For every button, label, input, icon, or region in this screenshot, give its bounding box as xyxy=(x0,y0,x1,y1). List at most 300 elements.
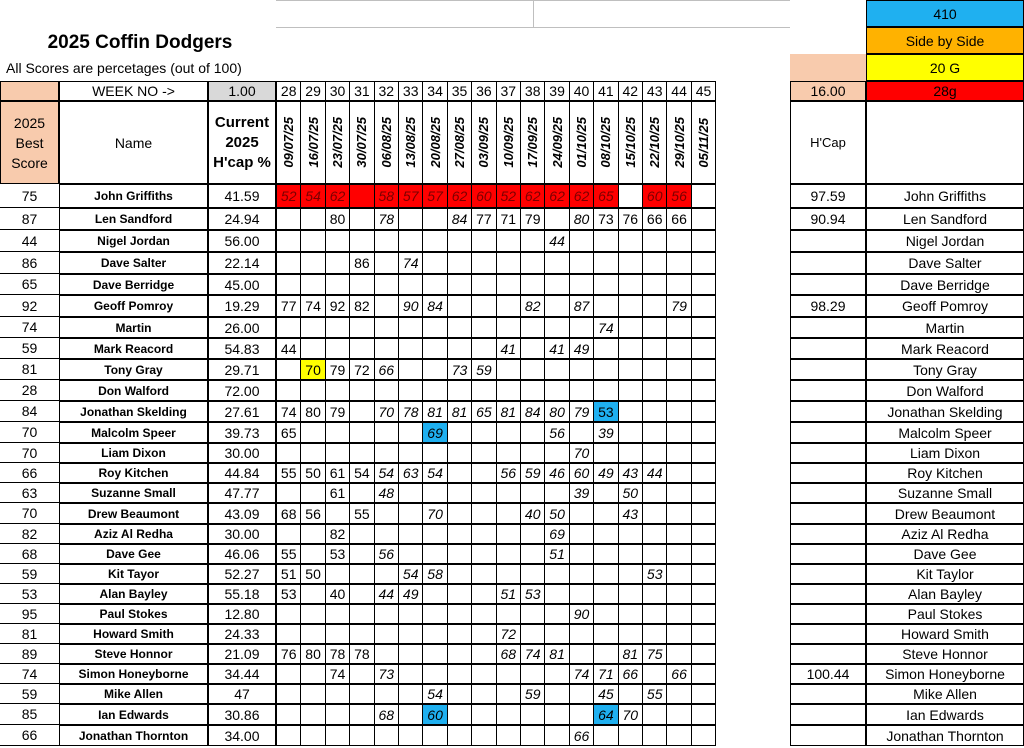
score-cell xyxy=(691,544,716,564)
score-cell: 54 xyxy=(374,463,399,483)
date-label: 24/09/25 xyxy=(549,117,565,168)
score-cell xyxy=(349,704,374,725)
best-score: 66 xyxy=(0,725,59,746)
score-cell xyxy=(691,624,716,644)
player-name-repeat: Liam Dixon xyxy=(866,443,1024,463)
score-cell xyxy=(666,401,691,422)
score-cell xyxy=(447,230,472,252)
best-score: 74 xyxy=(0,317,59,338)
score-cell xyxy=(691,483,716,503)
score-cell: 46 xyxy=(544,463,569,483)
score-cell xyxy=(593,338,618,359)
score-cell xyxy=(398,317,423,338)
score-cell xyxy=(666,230,691,252)
score-cell xyxy=(325,443,350,463)
week-number: 36 xyxy=(471,81,496,101)
score-cell xyxy=(569,524,594,544)
score-cell xyxy=(569,624,594,644)
score-cell: 44 xyxy=(544,230,569,252)
score-cell xyxy=(666,684,691,704)
player-hcap: 30.00 xyxy=(208,443,276,463)
hcap-week-value: 16.00 xyxy=(790,81,866,101)
score-cell xyxy=(447,317,472,338)
score-cell: 56 xyxy=(544,422,569,443)
score-cell xyxy=(691,644,716,664)
player-hcap-total xyxy=(790,483,866,503)
player-hcap-total xyxy=(790,624,866,644)
score-cell xyxy=(447,684,472,704)
score-cell xyxy=(666,524,691,544)
score-cell xyxy=(520,317,545,338)
score-cell xyxy=(349,725,374,746)
score-cell xyxy=(374,503,399,524)
score-cell: 58 xyxy=(374,184,399,208)
score-cell: 53 xyxy=(276,584,301,604)
score-cell: 41 xyxy=(544,338,569,359)
score-cell: 71 xyxy=(593,664,618,684)
score-cell xyxy=(520,274,545,295)
score-cell xyxy=(349,564,374,584)
player-hcap-total xyxy=(790,463,866,483)
score-cell xyxy=(691,252,716,274)
score-cell: 62 xyxy=(325,184,350,208)
score-cell xyxy=(422,252,447,274)
score-cell: 43 xyxy=(618,503,643,524)
score-cell: 41 xyxy=(496,338,521,359)
score-cell: 82 xyxy=(349,295,374,317)
player-hcap: 47 xyxy=(208,684,276,704)
score-cell: 65 xyxy=(593,184,618,208)
score-cell xyxy=(374,725,399,746)
date-label: 30/07/25 xyxy=(354,117,370,168)
score-cell: 60 xyxy=(471,184,496,208)
score-cell xyxy=(496,564,521,584)
score-cell xyxy=(496,483,521,503)
score-cell xyxy=(666,463,691,483)
date-label: 13/08/25 xyxy=(403,117,419,168)
header-hcap-total: H'Cap xyxy=(790,101,866,184)
player-name-repeat: Mike Allen xyxy=(866,684,1024,704)
score-cell xyxy=(471,624,496,644)
score-cell xyxy=(422,584,447,604)
score-cell xyxy=(374,443,399,463)
score-cell xyxy=(447,544,472,564)
score-cell xyxy=(471,664,496,684)
player-name-repeat: Roy Kitchen xyxy=(866,463,1024,483)
score-cell: 79 xyxy=(666,295,691,317)
score-cell xyxy=(666,338,691,359)
week-number: 32 xyxy=(374,81,399,101)
best-score: 28 xyxy=(0,380,59,401)
week-number: 38 xyxy=(520,81,545,101)
date-header xyxy=(325,101,350,184)
player-name: Alan Bayley xyxy=(59,584,208,604)
score-cell xyxy=(276,725,301,746)
player-hcap: 45.00 xyxy=(208,274,276,295)
player-name: Mark Reacord xyxy=(59,338,208,359)
score-cell xyxy=(569,274,594,295)
player-hcap-total xyxy=(790,230,866,252)
date-label: 01/10/25 xyxy=(573,117,589,168)
score-cell xyxy=(618,401,643,422)
score-cell xyxy=(398,503,423,524)
player-name-repeat: Dave Salter xyxy=(866,252,1024,274)
score-cell xyxy=(544,359,569,380)
week-number: 44 xyxy=(666,81,691,101)
score-cell xyxy=(325,380,350,401)
score-cell xyxy=(496,274,521,295)
best-score: 53 xyxy=(0,584,59,604)
score-cell xyxy=(593,725,618,746)
score-cell: 53 xyxy=(520,584,545,604)
player-name-repeat: Jonathan Skelding xyxy=(866,401,1024,422)
score-cell xyxy=(691,463,716,483)
score-cell xyxy=(593,544,618,564)
score-cell xyxy=(398,704,423,725)
player-hcap-total xyxy=(790,544,866,564)
score-cell: 74 xyxy=(520,644,545,664)
score-cell xyxy=(276,704,301,725)
score-cell xyxy=(520,380,545,401)
score-cell xyxy=(471,564,496,584)
score-cell xyxy=(691,443,716,463)
score-cell xyxy=(325,684,350,704)
score-cell xyxy=(471,422,496,443)
player-hcap: 21.09 xyxy=(208,644,276,664)
score-cell xyxy=(691,584,716,604)
score-cell: 53 xyxy=(593,401,618,422)
legend-item: 20 G xyxy=(866,54,1024,81)
score-cell xyxy=(471,252,496,274)
score-cell: 81 xyxy=(618,644,643,664)
player-name: Jonathan Thornton xyxy=(59,725,208,746)
score-cell xyxy=(471,295,496,317)
score-cell xyxy=(496,317,521,338)
score-cell xyxy=(471,524,496,544)
score-cell xyxy=(666,624,691,644)
score-cell xyxy=(398,359,423,380)
score-cell xyxy=(471,503,496,524)
score-cell xyxy=(349,544,374,564)
score-cell: 56 xyxy=(374,544,399,564)
score-cell xyxy=(300,604,325,624)
score-cell xyxy=(520,704,545,725)
score-cell xyxy=(398,725,423,746)
player-hcap-total: 100.44 xyxy=(790,664,866,684)
score-cell xyxy=(569,359,594,380)
best-score: 86 xyxy=(0,252,59,274)
score-cell xyxy=(520,359,545,380)
score-cell: 60 xyxy=(642,184,667,208)
player-name-repeat: Drew Beaumont xyxy=(866,503,1024,524)
score-cell xyxy=(569,317,594,338)
score-cell xyxy=(374,317,399,338)
score-cell xyxy=(300,422,325,443)
score-cell xyxy=(422,483,447,503)
score-cell: 70 xyxy=(569,443,594,463)
score-cell xyxy=(569,252,594,274)
score-cell xyxy=(374,524,399,544)
score-cell xyxy=(544,317,569,338)
week-value: 1.00 xyxy=(208,81,276,101)
player-name-repeat: Tony Gray xyxy=(866,359,1024,380)
score-cell xyxy=(398,604,423,624)
score-cell xyxy=(349,604,374,624)
score-cell xyxy=(618,338,643,359)
score-cell xyxy=(666,380,691,401)
player-hcap-total xyxy=(790,684,866,704)
score-cell xyxy=(642,252,667,274)
player-hcap-total xyxy=(790,725,866,746)
week-number: 37 xyxy=(496,81,521,101)
date-header xyxy=(374,101,399,184)
player-hcap-total xyxy=(790,443,866,463)
score-cell: 68 xyxy=(374,704,399,725)
score-cell xyxy=(374,380,399,401)
score-cell xyxy=(666,725,691,746)
date-header xyxy=(349,101,374,184)
score-cell xyxy=(325,624,350,644)
best-score: 95 xyxy=(0,604,59,624)
score-cell xyxy=(447,503,472,524)
score-cell: 53 xyxy=(325,544,350,564)
date-header xyxy=(618,101,643,184)
player-name-repeat: Kit Taylor xyxy=(866,564,1024,584)
score-cell: 50 xyxy=(300,463,325,483)
score-cell xyxy=(691,725,716,746)
best-score: 59 xyxy=(0,338,59,359)
player-name-repeat: Geoff Pomroy xyxy=(866,295,1024,317)
score-cell: 49 xyxy=(593,463,618,483)
score-cell xyxy=(544,380,569,401)
player-hcap: 22.14 xyxy=(208,252,276,274)
score-cell xyxy=(520,252,545,274)
week-number: 28 xyxy=(276,81,301,101)
score-cell xyxy=(593,524,618,544)
player-name-repeat: Malcolm Speer xyxy=(866,422,1024,443)
player-hcap: 19.29 xyxy=(208,295,276,317)
score-cell xyxy=(496,359,521,380)
score-cell xyxy=(276,443,301,463)
player-hcap-total xyxy=(790,380,866,401)
player-name-repeat: Martin xyxy=(866,317,1024,338)
score-cell xyxy=(422,380,447,401)
player-hcap-total xyxy=(790,503,866,524)
score-cell xyxy=(520,422,545,443)
score-cell xyxy=(569,584,594,604)
score-cell: 54 xyxy=(422,684,447,704)
score-cell xyxy=(276,380,301,401)
score-cell: 79 xyxy=(325,359,350,380)
score-cell xyxy=(374,338,399,359)
score-cell: 62 xyxy=(544,184,569,208)
score-cell: 86 xyxy=(349,252,374,274)
score-cell xyxy=(422,604,447,624)
score-cell: 65 xyxy=(276,422,301,443)
week-number: 39 xyxy=(544,81,569,101)
score-cell xyxy=(618,422,643,443)
score-cell xyxy=(276,252,301,274)
score-cell: 61 xyxy=(325,463,350,483)
score-cell xyxy=(496,230,521,252)
week-number: 43 xyxy=(642,81,667,101)
score-cell xyxy=(666,483,691,503)
player-hcap: 72.00 xyxy=(208,380,276,401)
score-cell xyxy=(618,359,643,380)
score-cell xyxy=(398,380,423,401)
score-cell: 59 xyxy=(520,463,545,483)
score-cell: 74 xyxy=(276,401,301,422)
score-cell xyxy=(374,252,399,274)
date-label: 16/07/25 xyxy=(305,117,321,168)
score-cell xyxy=(642,317,667,338)
score-cell xyxy=(691,704,716,725)
player-hcap: 30.86 xyxy=(208,704,276,725)
score-cell xyxy=(593,604,618,624)
score-cell: 44 xyxy=(276,338,301,359)
score-cell xyxy=(520,230,545,252)
player-hcap: 12.80 xyxy=(208,604,276,624)
score-cell xyxy=(447,624,472,644)
score-cell xyxy=(422,624,447,644)
score-cell: 87 xyxy=(569,295,594,317)
score-cell xyxy=(300,443,325,463)
header-hcap: Current 2025 H'cap % xyxy=(208,101,276,184)
score-cell xyxy=(618,544,643,564)
legend-item: Side by Side xyxy=(866,27,1024,54)
best-score: 59 xyxy=(0,684,59,704)
score-cell xyxy=(374,684,399,704)
score-cell xyxy=(642,604,667,624)
score-cell: 51 xyxy=(276,564,301,584)
player-hcap-total: 97.59 xyxy=(790,184,866,208)
score-cell xyxy=(642,230,667,252)
score-cell: 78 xyxy=(374,208,399,230)
score-cell xyxy=(447,664,472,684)
legend-item: 410 xyxy=(866,0,1024,27)
score-cell xyxy=(471,338,496,359)
score-cell xyxy=(666,704,691,725)
score-cell xyxy=(691,359,716,380)
date-label: 06/08/25 xyxy=(378,117,394,168)
score-cell xyxy=(398,483,423,503)
player-name-repeat: Suzanne Small xyxy=(866,483,1024,503)
player-hcap: 52.27 xyxy=(208,564,276,584)
score-cell: 78 xyxy=(325,644,350,664)
score-cell xyxy=(569,544,594,564)
score-cell xyxy=(471,584,496,604)
date-header xyxy=(593,101,618,184)
score-cell xyxy=(422,544,447,564)
score-cell: 62 xyxy=(520,184,545,208)
best-score: 82 xyxy=(0,524,59,544)
player-hcap: 43.09 xyxy=(208,503,276,524)
score-cell xyxy=(398,684,423,704)
score-cell xyxy=(300,380,325,401)
score-cell xyxy=(544,604,569,624)
score-cell xyxy=(300,544,325,564)
score-cell xyxy=(496,295,521,317)
best-score: 92 xyxy=(0,295,59,317)
top-gridline xyxy=(276,27,790,28)
player-hcap: 47.77 xyxy=(208,483,276,503)
score-cell xyxy=(544,274,569,295)
score-cell xyxy=(471,483,496,503)
score-cell xyxy=(618,317,643,338)
player-hcap-total xyxy=(790,317,866,338)
week-number: 41 xyxy=(593,81,618,101)
score-cell xyxy=(544,725,569,746)
score-cell: 72 xyxy=(349,359,374,380)
score-cell: 49 xyxy=(569,338,594,359)
date-label: 10/09/25 xyxy=(500,117,516,168)
date-label: 20/08/25 xyxy=(427,117,443,168)
date-header xyxy=(691,101,716,184)
score-cell: 39 xyxy=(569,483,594,503)
score-cell: 65 xyxy=(471,401,496,422)
score-cell xyxy=(593,230,618,252)
player-hcap: 41.59 xyxy=(208,184,276,208)
score-cell: 68 xyxy=(276,503,301,524)
score-cell: 56 xyxy=(300,503,325,524)
score-cell xyxy=(276,604,301,624)
score-cell xyxy=(349,338,374,359)
player-name: Simon Honeyborne xyxy=(59,664,208,684)
score-cell xyxy=(496,422,521,443)
date-label: 22/10/25 xyxy=(647,117,663,168)
score-cell xyxy=(691,274,716,295)
score-cell: 45 xyxy=(593,684,618,704)
date-header xyxy=(471,101,496,184)
week-number: 29 xyxy=(300,81,325,101)
score-cell: 74 xyxy=(325,664,350,684)
score-cell xyxy=(691,503,716,524)
score-cell: 57 xyxy=(398,184,423,208)
score-cell xyxy=(374,604,399,624)
score-cell xyxy=(496,725,521,746)
date-header xyxy=(544,101,569,184)
score-cell xyxy=(642,443,667,463)
score-cell xyxy=(520,544,545,564)
score-cell xyxy=(447,274,472,295)
score-cell xyxy=(447,524,472,544)
score-cell xyxy=(471,274,496,295)
player-hcap: 46.06 xyxy=(208,544,276,564)
score-cell xyxy=(300,230,325,252)
score-cell: 73 xyxy=(374,664,399,684)
score-cell: 64 xyxy=(593,704,618,725)
best-score: 74 xyxy=(0,664,59,684)
score-cell xyxy=(447,422,472,443)
player-name: Drew Beaumont xyxy=(59,503,208,524)
week-number: 30 xyxy=(325,81,350,101)
player-name: Geoff Pomroy xyxy=(59,295,208,317)
score-cell: 51 xyxy=(544,544,569,564)
score-cell xyxy=(349,401,374,422)
score-cell xyxy=(300,664,325,684)
score-cell xyxy=(471,604,496,624)
score-cell xyxy=(398,422,423,443)
best-score: 84 xyxy=(0,401,59,422)
score-cell xyxy=(642,584,667,604)
score-cell: 74 xyxy=(300,295,325,317)
player-name: Aziz Al Redha xyxy=(59,524,208,544)
week-number: 40 xyxy=(569,81,594,101)
score-cell xyxy=(544,295,569,317)
score-cell: 78 xyxy=(349,644,374,664)
score-cell xyxy=(447,604,472,624)
score-cell xyxy=(471,463,496,483)
